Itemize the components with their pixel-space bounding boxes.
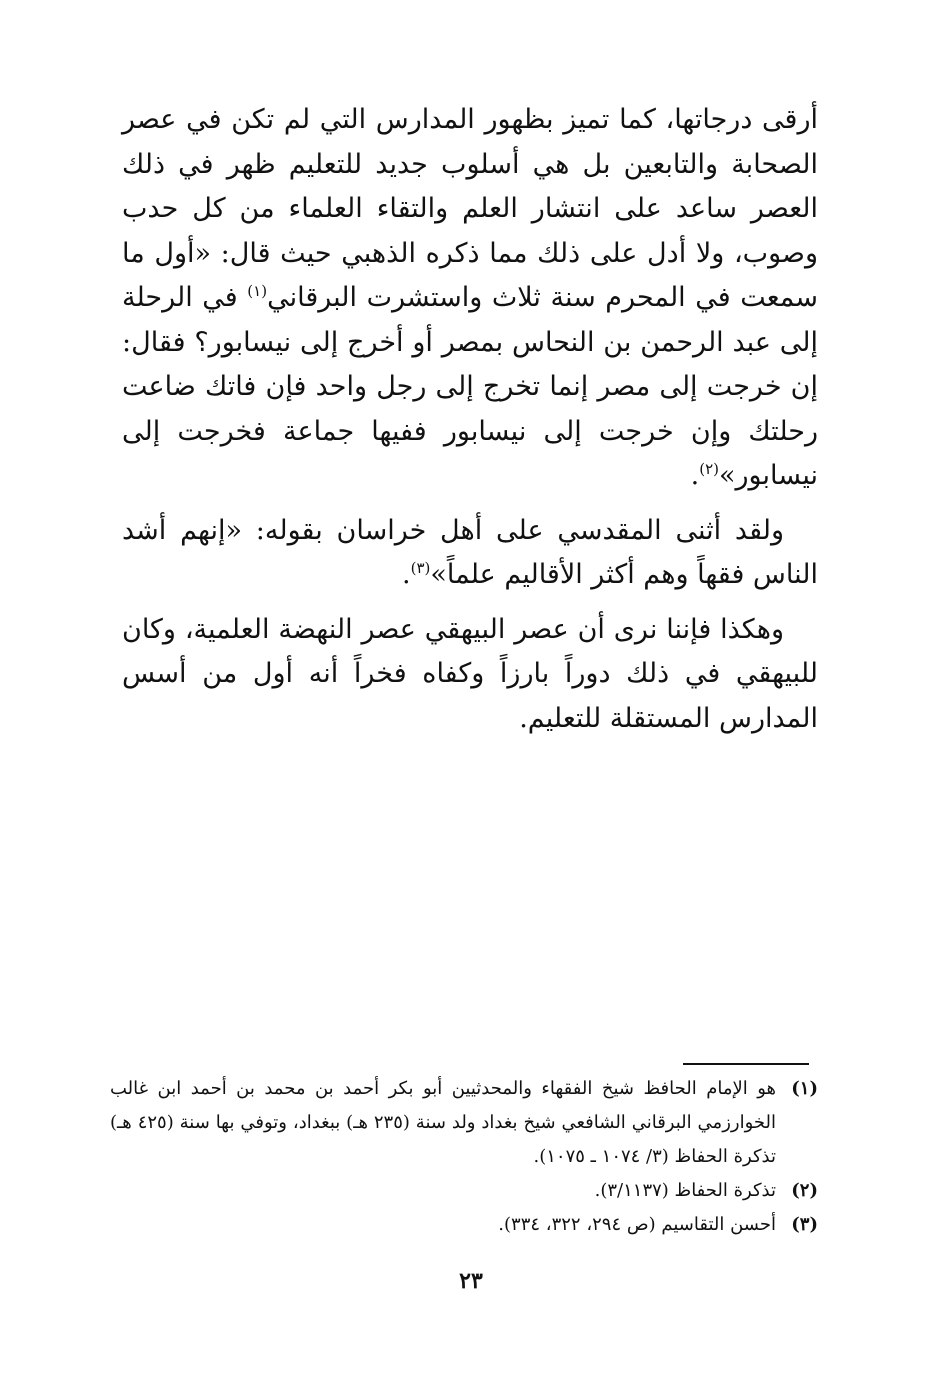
paragraph-1-part-b: في الرحلة إلى عبد الرحمن بن النحاس بمصر أو أخرج إلى نيسابور؟ فقال: إن خرجت إلى مصر إنما تخرج إلى رجل واحد فإن فاتك ضاعت رحلتك وإن خرجت إلى نيسابور ففيها جماعة فخرجت إلى نيسابور» (122, 282, 818, 491)
footnote-text: تذكرة الحفاظ (٣/١١٣٧). (594, 1180, 776, 1201)
footnote-number: (١) (791, 1078, 818, 1099)
footnote-ref-3: (٣) (410, 559, 431, 577)
paragraph-1-end: . (690, 460, 700, 491)
paragraph-1 (122, 98, 818, 499)
paragraph-1-part-a: أرقى درجاتها، كما تميز بظهور المدارس التي لم تكن في عصر الصحابة والتابعين بل هي أسلوب جديد للتعليم ظهر في ذلك العصر ساعد على انتشار العلم والتقاء العلماء من كل حدب وصوب، ولا أدل على ذلك مما ذكره الذهبي حيث قال: «أول ما سمعت في المحرم سنة ثلاث واستشرت البرقاني (122, 104, 819, 313)
footnote-item (110, 1072, 818, 1174)
footnote-number: (٣) (791, 1214, 818, 1235)
paragraph-3: وهكذا فإننا نرى أن عصر البيهقي عصر النهضة العلمية، وكان للبيهقي في ذلك دوراً بارزاً وكفاه فخراً أنه أول من أسس المدارس المستقلة للتعليم. (122, 613, 818, 734)
paragraph-2-end: . (401, 559, 411, 590)
footnote-divider (683, 1063, 809, 1065)
page-number: ٢٣ (459, 1268, 483, 1294)
footnote-item (110, 1208, 818, 1242)
main-text (122, 98, 818, 741)
footnote-ref-2: (٢) (699, 460, 719, 478)
footnote-text: أحسن التقاسيم (ص ٢٩٤، ٣٢٢، ٣٣٤). (498, 1214, 776, 1235)
footnote-number: (٢) (791, 1180, 818, 1201)
footnote-ref-1: (١) (247, 282, 268, 300)
paragraph-2 (122, 509, 818, 598)
footnotes (110, 1072, 818, 1242)
footnote-item (110, 1174, 818, 1208)
footnote-text: هو الإمام الحافظ شيخ الفقهاء والمحدثيين أبو بكر أحمد بن محمد بن أحمد ابن غالب الخوارزمي البرقاني الشافعي شيخ بغداد ولد سنة (٢٣٥ هـ) ببغداد، وتوفي بها سنة (٤٢٥ هـ) تذكرة الحفاظ (٣/ ١٠٧٤ ـ ١٠٧٥). (110, 1078, 776, 1167)
paragraph-2-text: ولقد أثنى المقدسي على أهل خراسان بقوله: «إنهم أشد الناس فقهاً وهم أكثر الأقاليم علماً» (122, 514, 818, 590)
